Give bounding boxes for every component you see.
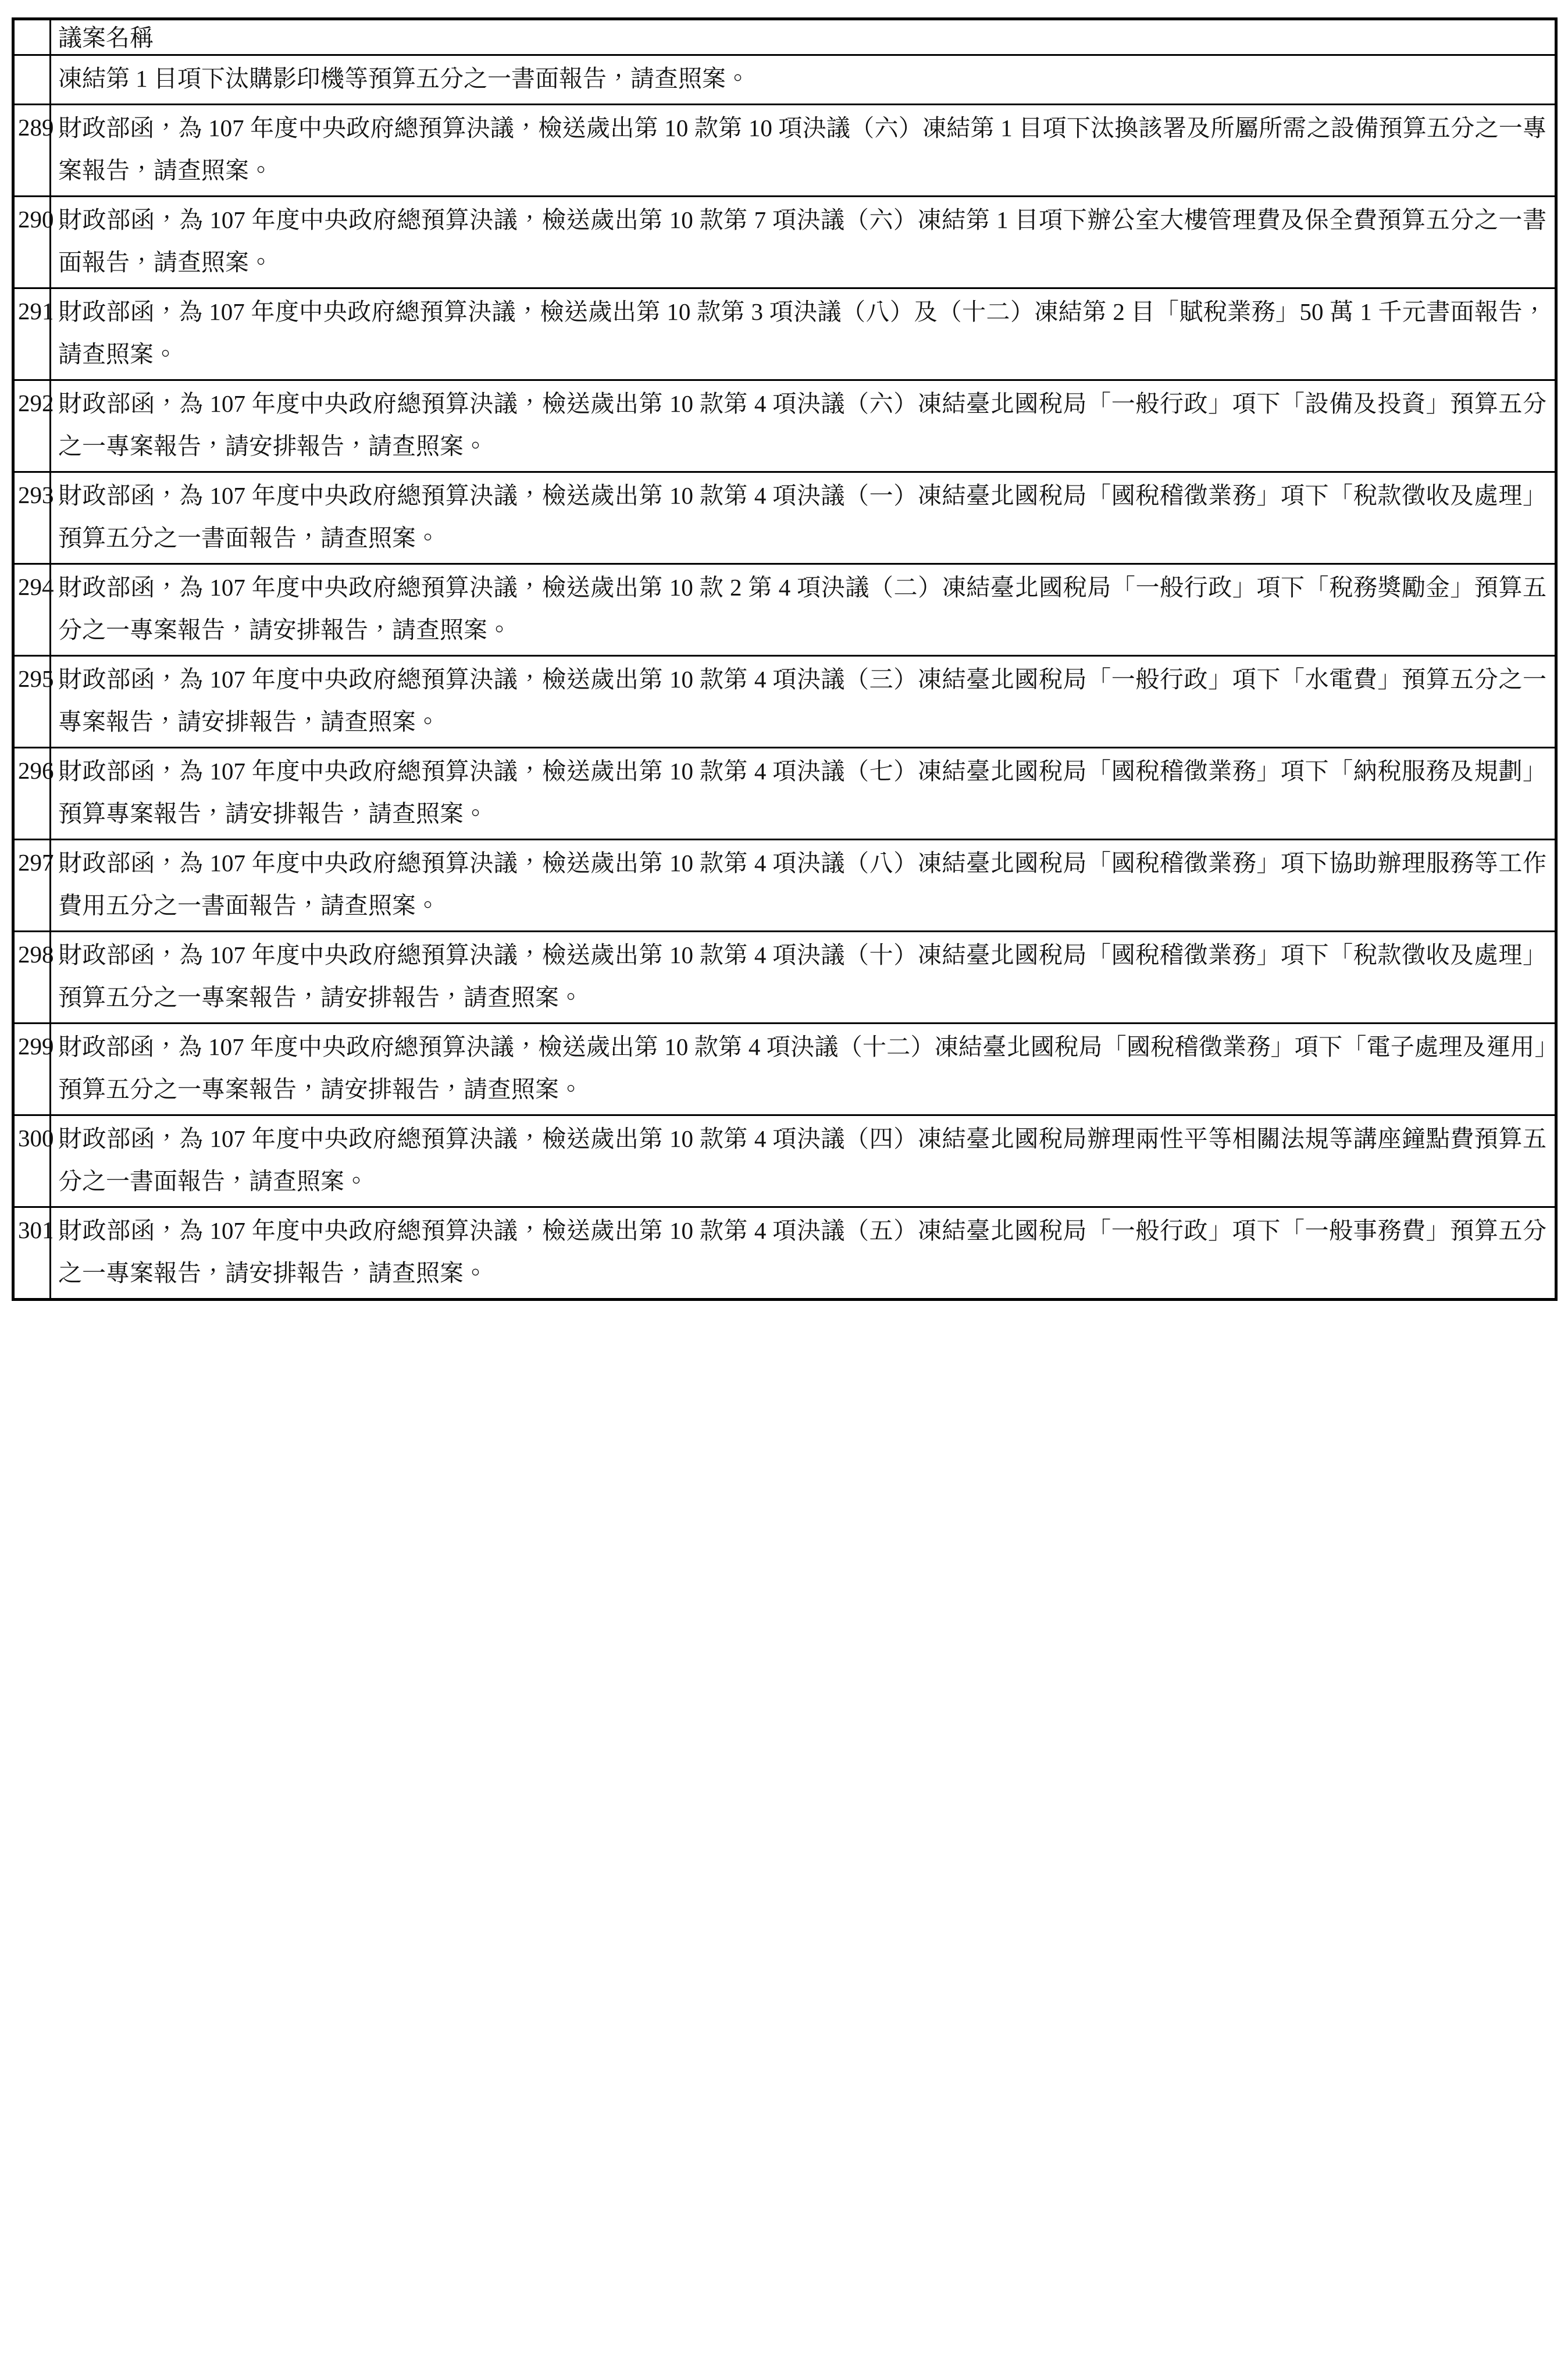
table-row (13, 105, 1556, 197)
item-number (13, 55, 51, 105)
item-number: 299 (13, 1024, 51, 1115)
column-header-number (13, 19, 51, 55)
item-text: 財政部函，為 107 年度中央政府總預算決議，檢送歲出第 10 款第 4 項決議（三）凍結臺北國稅局「一般行政」項下「水電費」預算五分之一專案報告，請安排報告，請查照案。 (51, 656, 1556, 748)
item-number: 301 (13, 1207, 51, 1300)
item-number: 295 (13, 656, 51, 748)
item-text: 財政部函，為 107 年度中央政府總預算決議，檢送歲出第 10 款 2 第 4 項決議（二）凍結臺北國稅局「一般行政」項下「稅務獎勵金」預算五分之一專案報告，請安排報告，請查照案。 (51, 564, 1556, 656)
table-row (13, 197, 1556, 288)
table-row (13, 840, 1556, 932)
column-header-title: 議案名稱 (51, 19, 1556, 55)
item-text: 財政部函，為 107 年度中央政府總預算決議，檢送歲出第 10 款第 4 項決議（十二）凍結臺北國稅局「國稅稽徵業務」項下「電子處理及運用」預算五分之一專案報告，請安排報告，請查照案。 (51, 1024, 1556, 1115)
table-header-row (13, 19, 1556, 55)
item-text: 財政部函，為 107 年度中央政府總預算決議，檢送歲出第 10 款第 4 項決議（六）凍結臺北國稅局「一般行政」項下「設備及投資」預算五分之一專案報告，請安排報告，請查照案。 (51, 380, 1556, 472)
item-text: 財政部函，為 107 年度中央政府總預算決議，檢送歲出第 10 款第 4 項決議（十）凍結臺北國稅局「國稅稽徵業務」項下「稅款徵收及處理」預算五分之一專案報告，請安排報告，請查照案。 (51, 932, 1556, 1024)
item-number: 297 (13, 840, 51, 932)
item-number: 298 (13, 932, 51, 1024)
table-row (13, 380, 1556, 472)
item-text: 凍結第 1 目項下汰購影印機等預算五分之一書面報告，請查照案。 (51, 55, 1556, 105)
item-number: 294 (13, 564, 51, 656)
table-row (13, 656, 1556, 748)
table-row (13, 932, 1556, 1024)
item-number: 289 (13, 105, 51, 197)
item-text: 財政部函，為 107 年度中央政府總預算決議，檢送歲出第 10 款第 4 項決議（一）凍結臺北國稅局「國稅稽徵業務」項下「稅款徵收及處理」預算五分之一書面報告，請查照案。 (51, 472, 1556, 564)
table-row (13, 55, 1556, 105)
item-number: 293 (13, 472, 51, 564)
table-row (13, 564, 1556, 656)
agenda-table (12, 17, 1558, 1301)
table-row (13, 1207, 1556, 1300)
item-number: 290 (13, 197, 51, 288)
item-number: 291 (13, 288, 51, 380)
table-row (13, 1024, 1556, 1115)
item-number: 296 (13, 748, 51, 840)
table-row (13, 472, 1556, 564)
table-row (13, 288, 1556, 380)
item-text: 財政部函，為 107 年度中央政府總預算決議，檢送歲出第 10 款第 4 項決議（八）凍結臺北國稅局「國稅稽徵業務」項下協助辦理服務等工作費用五分之一書面報告，請查照案。 (51, 840, 1556, 932)
item-text: 財政部函，為 107 年度中央政府總預算決議，檢送歲出第 10 款第 4 項決議（七）凍結臺北國稅局「國稅稽徵業務」項下「納稅服務及規劃」預算專案報告，請安排報告，請查照案。 (51, 748, 1556, 840)
item-text: 財政部函，為 107 年度中央政府總預算決議，檢送歲出第 10 款第 10 項決議（六）凍結第 1 目項下汰換該署及所屬所需之設備預算五分之一專案報告，請查照案。 (51, 105, 1556, 197)
item-text: 財政部函，為 107 年度中央政府總預算決議，檢送歲出第 10 款第 3 項決議（八）及（十二）凍結第 2 目「賦稅業務」50 萬 1 千元書面報告，請查照案。 (51, 288, 1556, 380)
table-row (13, 1115, 1556, 1207)
item-text: 財政部函，為 107 年度中央政府總預算決議，檢送歲出第 10 款第 7 項決議（六）凍結第 1 目項下辦公室大樓管理費及保全費預算五分之一書面報告，請查照案。 (51, 197, 1556, 288)
item-number: 300 (13, 1115, 51, 1207)
item-text: 財政部函，為 107 年度中央政府總預算決議，檢送歲出第 10 款第 4 項決議（四）凍結臺北國稅局辦理兩性平等相關法規等講座鐘點費預算五分之一書面報告，請查照案。 (51, 1115, 1556, 1207)
item-text: 財政部函，為 107 年度中央政府總預算決議，檢送歲出第 10 款第 4 項決議（五）凍結臺北國稅局「一般行政」項下「一般事務費」預算五分之一專案報告，請安排報告，請查照案。 (51, 1207, 1556, 1300)
table-row (13, 748, 1556, 840)
item-number: 292 (13, 380, 51, 472)
